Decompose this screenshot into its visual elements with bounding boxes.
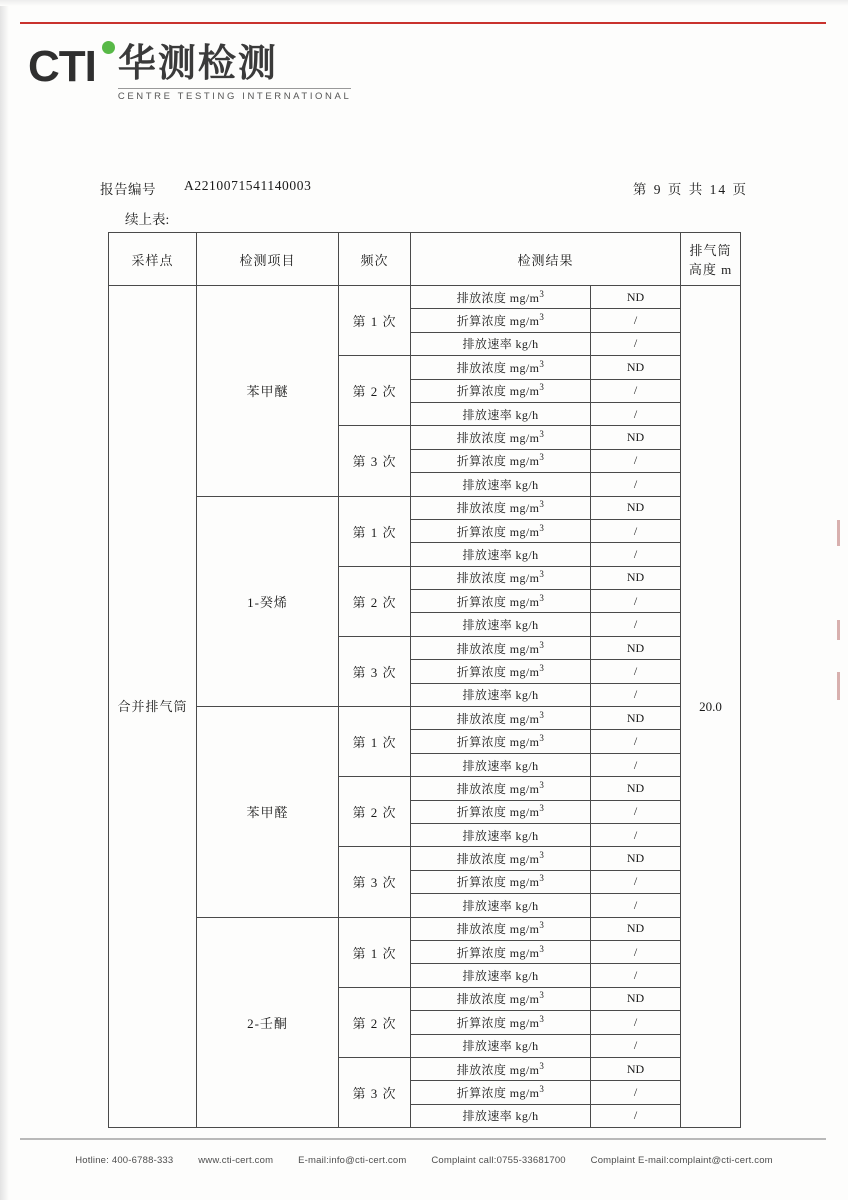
header-stack-height bbox=[681, 233, 741, 286]
cell-result-label: 排放速率 kg/h bbox=[411, 683, 591, 706]
footer-rule bbox=[20, 1138, 826, 1140]
cell-result-value: / bbox=[591, 449, 681, 472]
cell-result-value: / bbox=[591, 1011, 681, 1034]
cell-result-label: 排放速率 kg/h bbox=[411, 613, 591, 636]
header-stack-height-line2: 高度 m bbox=[688, 262, 733, 277]
cell-result-value: ND bbox=[591, 426, 681, 449]
logo-english-name: CENTRE TESTING INTERNATIONAL bbox=[118, 88, 351, 102]
cell-frequency: 第 1 次 bbox=[339, 707, 411, 777]
header-test-item: 检测项目 bbox=[197, 233, 339, 286]
logo-chinese-name: 华测检测 bbox=[117, 43, 278, 85]
cell-result-value: / bbox=[591, 473, 681, 496]
cell-frequency: 第 3 次 bbox=[339, 1057, 411, 1127]
cell-result-value: / bbox=[591, 753, 681, 776]
cell-result-value: / bbox=[591, 1034, 681, 1057]
logo-wordmark bbox=[118, 45, 351, 102]
cell-result-label: 折算浓度 $mg/m^3$ bbox=[411, 379, 591, 402]
cell-result-label: 排放浓度 $mg/m^3$ bbox=[411, 847, 591, 870]
table-body bbox=[109, 286, 741, 1128]
cell-frequency: 第 1 次 bbox=[339, 917, 411, 987]
cell-stack-height: 20.0 bbox=[681, 286, 741, 1128]
cell-result-value: ND bbox=[591, 566, 681, 589]
cell-result-label: 排放速率 kg/h bbox=[411, 964, 591, 987]
cell-result-label: 折算浓度 $mg/m^3$ bbox=[411, 800, 591, 823]
cell-result-label: 排放速率 kg/h bbox=[411, 753, 591, 776]
table-head bbox=[109, 233, 741, 286]
report-number-value: A2210071541140003 bbox=[184, 178, 312, 193]
cell-result-label: 排放速率 kg/h bbox=[411, 402, 591, 425]
header-frequency: 频次 bbox=[339, 233, 411, 286]
table-row bbox=[109, 917, 741, 940]
cell-result-value: ND bbox=[591, 356, 681, 379]
cell-result-label: 排放速率 kg/h bbox=[411, 894, 591, 917]
table-row bbox=[109, 286, 741, 309]
cell-result-label: 排放浓度 $mg/m^3$ bbox=[411, 496, 591, 519]
cell-result-label: 折算浓度 $mg/m^3$ bbox=[411, 590, 591, 613]
logo-green-dot-icon bbox=[102, 41, 115, 54]
cell-test-item: 苯甲醚 bbox=[197, 286, 339, 497]
cell-result-value: / bbox=[591, 332, 681, 355]
scan-artifact-mark bbox=[837, 620, 840, 640]
cell-result-label: 排放浓度 $mg/m^3$ bbox=[411, 777, 591, 800]
header-test-result: 检测结果 bbox=[411, 233, 681, 286]
cell-result-label: 折算浓度 $mg/m^3$ bbox=[411, 660, 591, 683]
cell-result-value: / bbox=[591, 683, 681, 706]
cell-frequency: 第 2 次 bbox=[339, 356, 411, 426]
cell-result-value: / bbox=[591, 402, 681, 425]
cell-result-value: / bbox=[591, 590, 681, 613]
cell-result-label: 排放速率 kg/h bbox=[411, 543, 591, 566]
emission-results-table bbox=[108, 232, 741, 1128]
cell-result-value: ND bbox=[591, 286, 681, 309]
report-number-block bbox=[100, 178, 311, 198]
cell-result-label: 排放浓度 $mg/m^3$ bbox=[411, 636, 591, 659]
cell-frequency: 第 1 次 bbox=[339, 496, 411, 566]
cell-result-value: / bbox=[591, 823, 681, 846]
cti-logo bbox=[28, 42, 352, 102]
cell-result-label: 排放浓度 $mg/m^3$ bbox=[411, 987, 591, 1010]
cell-result-label: 排放速率 kg/h bbox=[411, 332, 591, 355]
cell-result-value: ND bbox=[591, 777, 681, 800]
cell-result-value: / bbox=[591, 894, 681, 917]
cell-result-value: / bbox=[591, 519, 681, 542]
cell-result-label: 折算浓度 $mg/m^3$ bbox=[411, 1081, 591, 1104]
cell-result-label: 折算浓度 $mg/m^3$ bbox=[411, 1011, 591, 1034]
report-number-label: 报告编号 bbox=[100, 182, 156, 197]
cell-result-value: / bbox=[591, 379, 681, 402]
cell-result-label: 排放浓度 $mg/m^3$ bbox=[411, 917, 591, 940]
continued-table-label: 续上表: bbox=[125, 212, 170, 227]
cell-result-value: / bbox=[591, 1104, 681, 1127]
cell-test-item: 1-癸烯 bbox=[197, 496, 339, 707]
table-row bbox=[109, 496, 741, 519]
cell-result-label: 排放浓度 $mg/m^3$ bbox=[411, 566, 591, 589]
scan-artifact-mark bbox=[837, 672, 840, 700]
cell-test-item: 苯甲醛 bbox=[197, 707, 339, 918]
cell-result-value: / bbox=[591, 660, 681, 683]
header-sampling-point: 采样点 bbox=[109, 233, 197, 286]
table-header-row bbox=[109, 233, 741, 286]
cell-frequency: 第 2 次 bbox=[339, 987, 411, 1057]
cell-result-label: 排放浓度 $mg/m^3$ bbox=[411, 286, 591, 309]
cell-result-value: / bbox=[591, 613, 681, 636]
cell-result-value: / bbox=[591, 730, 681, 753]
cell-frequency: 第 1 次 bbox=[339, 286, 411, 356]
footer-contact-bar bbox=[0, 1155, 848, 1166]
cell-result-value: ND bbox=[591, 847, 681, 870]
cell-result-value: ND bbox=[591, 496, 681, 519]
cell-result-label: 排放浓度 $mg/m^3$ bbox=[411, 1057, 591, 1080]
cell-result-value: / bbox=[591, 870, 681, 893]
cell-result-label: 排放速率 kg/h bbox=[411, 473, 591, 496]
cell-result-label: 折算浓度 $mg/m^3$ bbox=[411, 940, 591, 963]
cell-result-value: ND bbox=[591, 636, 681, 659]
cell-result-value: / bbox=[591, 800, 681, 823]
cell-result-label: 排放速率 kg/h bbox=[411, 1104, 591, 1127]
cell-result-label: 折算浓度 $mg/m^3$ bbox=[411, 309, 591, 332]
footer-hotline: Hotline: 400-6788-333 bbox=[75, 1155, 174, 1166]
scan-artifact-mark bbox=[837, 520, 840, 546]
footer-complaint-email[interactable]: Complaint E-mail:complaint@cti-cert.com bbox=[590, 1155, 773, 1166]
cell-frequency: 第 3 次 bbox=[339, 636, 411, 706]
cell-result-value: ND bbox=[591, 707, 681, 730]
footer-complaint-call: Complaint call:0755-33681700 bbox=[431, 1155, 566, 1166]
scan-edge-shadow-left bbox=[0, 0, 9, 1200]
cell-frequency: 第 2 次 bbox=[339, 777, 411, 847]
header-rule bbox=[20, 22, 826, 24]
cell-result-label: 折算浓度 $mg/m^3$ bbox=[411, 730, 591, 753]
cell-result-value: ND bbox=[591, 987, 681, 1010]
cell-result-label: 排放速率 kg/h bbox=[411, 1034, 591, 1057]
cell-result-label: 折算浓度 $mg/m^3$ bbox=[411, 870, 591, 893]
cell-result-value: / bbox=[591, 543, 681, 566]
logo-text-cti: CTI bbox=[28, 42, 96, 91]
cell-result-value: ND bbox=[591, 1057, 681, 1080]
cell-sampling-point: 合并排气筒 bbox=[109, 286, 197, 1128]
cell-result-value: / bbox=[591, 309, 681, 332]
cell-result-label: 排放浓度 $mg/m^3$ bbox=[411, 707, 591, 730]
cell-result-value: ND bbox=[591, 917, 681, 940]
cell-frequency: 第 2 次 bbox=[339, 566, 411, 636]
cell-result-value: / bbox=[591, 964, 681, 987]
cell-result-label: 排放速率 kg/h bbox=[411, 823, 591, 846]
cell-result-label: 折算浓度 $mg/m^3$ bbox=[411, 519, 591, 542]
table-row bbox=[109, 707, 741, 730]
page-indicator: 第 9 页 共 14 页 bbox=[632, 182, 748, 197]
cell-result-value: / bbox=[591, 1081, 681, 1104]
cell-result-label: 排放浓度 $mg/m^3$ bbox=[411, 426, 591, 449]
cell-result-value: / bbox=[591, 940, 681, 963]
cell-test-item: 2-壬酮 bbox=[197, 917, 339, 1128]
cell-frequency: 第 3 次 bbox=[339, 847, 411, 917]
footer-website[interactable]: www.cti-cert.com bbox=[198, 1155, 274, 1166]
scan-edge-shadow-top bbox=[0, 0, 848, 6]
cell-frequency: 第 3 次 bbox=[339, 426, 411, 496]
cell-result-label: 排放浓度 $mg/m^3$ bbox=[411, 356, 591, 379]
report-meta-row bbox=[100, 178, 748, 198]
header-stack-height-line1: 排气筒 bbox=[689, 243, 732, 258]
footer-email[interactable]: E-mail:info@cti-cert.com bbox=[298, 1155, 407, 1166]
cell-result-label: 折算浓度 $mg/m^3$ bbox=[411, 449, 591, 472]
